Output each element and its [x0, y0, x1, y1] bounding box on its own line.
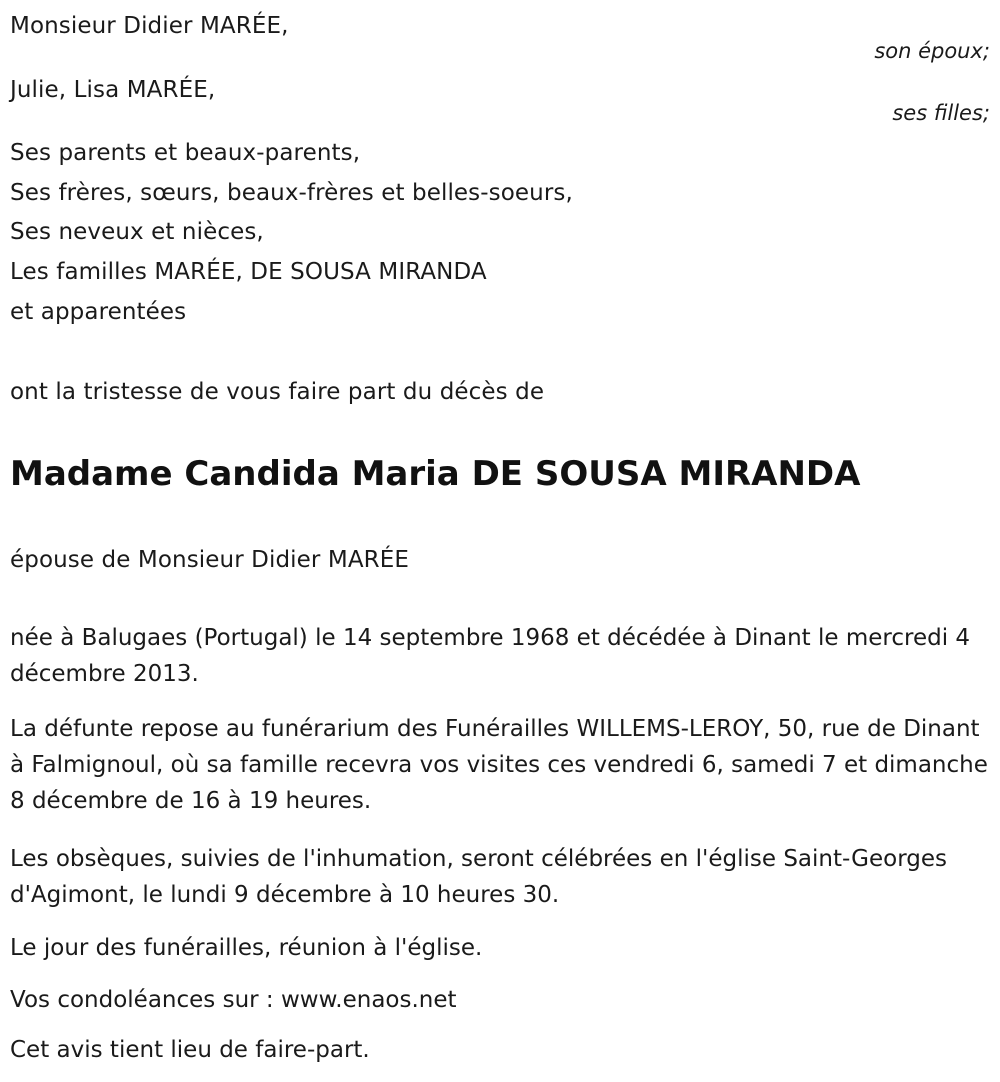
deceased-name: Madame Candida Maria DE SOUSA MIRANDA	[10, 454, 861, 494]
relative-line: Ses frères, sœurs, beaux-frères et belles-soeurs,	[10, 180, 573, 206]
relative-line: Ses neveux et nièces,	[10, 219, 264, 245]
relative-line: et apparentées	[10, 299, 187, 325]
notice-paragraph: Cet avis tient lieu de faire-part.	[10, 1037, 370, 1063]
relative-line: Ses parents et beaux-parents,	[10, 140, 361, 166]
deceased-spouse-of: épouse de Monsieur Didier MARÉE	[10, 547, 409, 573]
birth-death-paragraph: née à Balugaes (Portugal) le 14 septembre 1968 et décédée à Dinant le mercredi 4 décembre 2013.	[10, 625, 971, 687]
daughters-name: Julie, Lisa MARÉE,	[10, 77, 216, 103]
spouse-name: Monsieur Didier MARÉE,	[10, 13, 289, 39]
meeting-paragraph: Le jour des funérailles, réunion à l'église.	[10, 935, 483, 961]
announcement-text: ont la tristesse de vous faire part du décès de	[10, 379, 545, 405]
daughters-role: ses filles;	[892, 101, 990, 125]
funeral-paragraph: Les obsèques, suivies de l'inhumation, seront célébrées en l'église Saint-Georges d'Agimont, le lundi 9 décembre à 10 heures 30.	[10, 846, 947, 908]
spouse-role: son époux;	[874, 39, 990, 63]
condolences-paragraph: Vos condoléances sur : www.enaos.net	[10, 987, 457, 1013]
relative-line: Les familles MARÉE, DE SOUSA MIRANDA	[10, 259, 487, 285]
visitation-paragraph: La défunte repose au funérarium des Funérailles WILLEMS-LEROY, 50, rue de Dinant à Falmignoul, où sa famille recevra vos visites ces vendredi 6, samedi 7 et dimanche 8 décembre de 16 à 19 heures.	[10, 716, 988, 814]
